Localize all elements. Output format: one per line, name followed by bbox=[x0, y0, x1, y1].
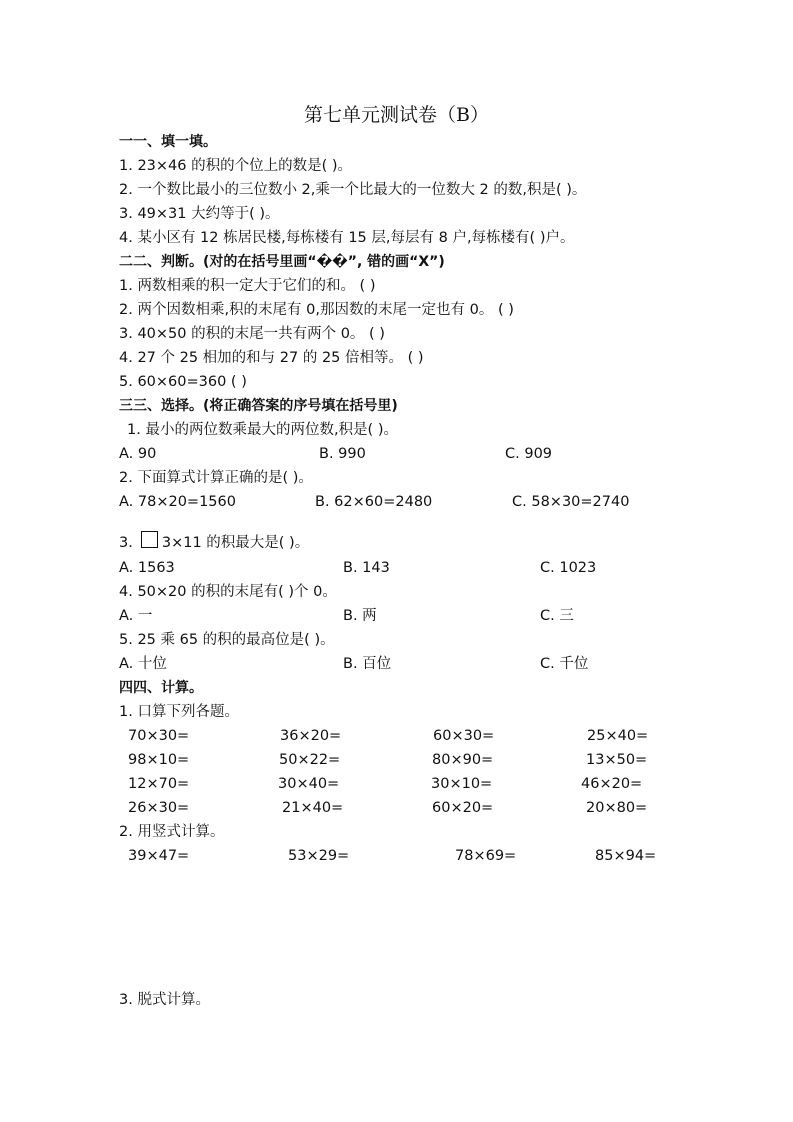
s3-q4-option-c: C. 三 bbox=[540, 608, 574, 624]
oral-problem: 50×22= bbox=[279, 752, 341, 768]
page-title: 第七单元测试卷（B） bbox=[304, 104, 489, 126]
oral-problem: 12×70= bbox=[128, 776, 190, 792]
s4-subheading-oral: 1. 口算下列各题。 bbox=[119, 704, 239, 720]
s3-q3-option-c: C. 1023 bbox=[540, 560, 597, 576]
s3-q2-option-c: C. 58×30=2740 bbox=[512, 494, 630, 510]
s3-q5-option-a: A. 十位 bbox=[119, 656, 167, 672]
section-2-heading: 二二、判断。(对的在括号里画“��”, 错的画“X”) bbox=[119, 254, 445, 270]
blank-box-icon bbox=[141, 531, 158, 548]
s1-question-2: 2. 一个数比最小的三位数小 2,乘一个比最大的一位数大 2 的数,积是( )。 bbox=[119, 182, 587, 198]
s4-subheading-vertical: 2. 用竖式计算。 bbox=[119, 824, 225, 840]
oral-problem: 20×80= bbox=[586, 800, 648, 816]
s3-q2-option-b: B. 62×60=2480 bbox=[315, 494, 433, 510]
s3-question-5: 5. 25 乘 65 的积的最高位是( )。 bbox=[119, 632, 335, 648]
s2-question-3: 3. 40×50 的积的末尾一共有两个 0。 ( ) bbox=[119, 326, 385, 342]
s2-question-1: 1. 两数相乘的积一定大于它们的和。 ( ) bbox=[119, 278, 376, 294]
s3-q1-option-b: B. 990 bbox=[319, 446, 366, 462]
vertical-problem: 53×29= bbox=[288, 848, 350, 864]
s3-q5-option-b: B. 百位 bbox=[343, 656, 392, 672]
section-3-heading: 三三、选择。(将正确答案的序号填在括号里) bbox=[119, 398, 398, 414]
vertical-problem: 39×47= bbox=[128, 848, 190, 864]
oral-problem: 36×20= bbox=[280, 728, 342, 744]
s3-question-3 bbox=[119, 531, 309, 552]
s3-q3-text: 3×11 的积最大是( )。 bbox=[161, 535, 310, 551]
s3-q3-option-a: A. 1563 bbox=[119, 560, 175, 576]
oral-problem: 30×40= bbox=[278, 776, 340, 792]
s3-q2-option-a: A. 78×20=1560 bbox=[119, 494, 236, 510]
oral-problem: 60×20= bbox=[432, 800, 494, 816]
s3-q3-option-b: B. 143 bbox=[343, 560, 390, 576]
s3-q5-option-c: C. 千位 bbox=[540, 656, 589, 672]
oral-problem: 25×40= bbox=[587, 728, 649, 744]
s1-question-3: 3. 49×31 大约等于( )。 bbox=[119, 206, 280, 222]
oral-problem: 21×40= bbox=[282, 800, 344, 816]
s3-q1-option-a: A. 90 bbox=[119, 446, 157, 462]
s3-q4-option-b: B. 两 bbox=[343, 608, 377, 624]
oral-problem: 13×50= bbox=[586, 752, 648, 768]
s1-question-1: 1. 23×46 的积的个位上的数是( )。 bbox=[119, 158, 353, 174]
oral-problem: 98×10= bbox=[128, 752, 190, 768]
section-1-heading: 一一、填一填。 bbox=[119, 134, 217, 150]
oral-problem: 30×10= bbox=[431, 776, 493, 792]
s2-question-2: 2. 两个因数相乘,积的末尾有 0,那因数的末尾一定也有 0。 ( ) bbox=[119, 302, 514, 318]
s3-question-2: 2. 下面算式计算正确的是( )。 bbox=[119, 470, 313, 486]
vertical-problem: 78×69= bbox=[455, 848, 517, 864]
oral-problem: 46×20= bbox=[581, 776, 643, 792]
oral-problem: 70×30= bbox=[128, 728, 190, 744]
s3-q3-number: 3. bbox=[119, 535, 133, 551]
section-4-heading: 四四、计算。 bbox=[119, 680, 203, 696]
s1-question-4: 4. 某小区有 12 栋居民楼,每栋楼有 15 层,每层有 8 户,每栋楼有( )户。 bbox=[119, 230, 575, 246]
s3-q1-option-c: C. 909 bbox=[505, 446, 553, 462]
s3-q4-option-a: A. 一 bbox=[119, 608, 153, 624]
oral-problem: 80×90= bbox=[432, 752, 494, 768]
vertical-problem: 85×94= bbox=[595, 848, 657, 864]
oral-problem: 60×30= bbox=[433, 728, 495, 744]
s2-question-4: 4. 27 个 25 相加的和与 27 的 25 倍相等。 ( ) bbox=[119, 350, 424, 366]
s4-subheading-stepwise: 3. 脱式计算。 bbox=[119, 992, 210, 1008]
s2-question-5: 5. 60×60=360 ( ) bbox=[119, 374, 247, 390]
oral-problem: 26×30= bbox=[128, 800, 190, 816]
s3-question-4: 4. 50×20 的积的末尾有( )个 0。 bbox=[119, 584, 337, 600]
s3-question-1: 1. 最小的两位数乘最大的两位数,积是( )。 bbox=[127, 422, 398, 438]
